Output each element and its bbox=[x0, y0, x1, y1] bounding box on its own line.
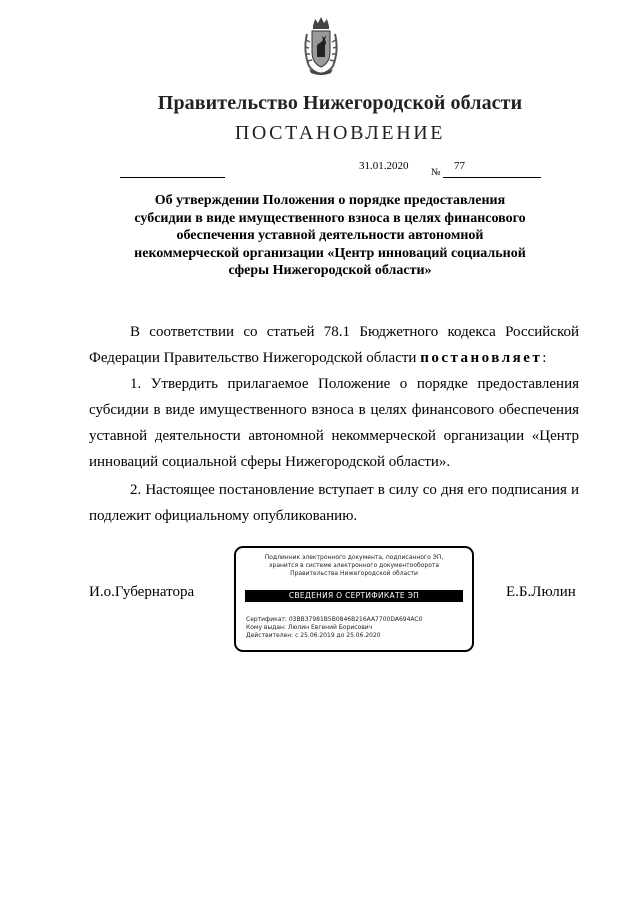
document-date: 31.01.2020 bbox=[359, 160, 409, 172]
stamp-intro bbox=[236, 554, 472, 578]
preamble-colon: : bbox=[542, 350, 547, 366]
document-heading bbox=[100, 192, 560, 280]
document-number: 77 bbox=[454, 160, 465, 172]
signer-name: Е.Б.Люлин bbox=[506, 584, 576, 600]
stamp-certificate-header: СВЕДЕНИЯ О СЕРТИФИКАТЕ ЭП bbox=[245, 590, 463, 602]
stamp-intro-line: хранится в системе электронного документооборота bbox=[268, 562, 440, 569]
document-number-label: № bbox=[431, 167, 441, 178]
preamble-text: В соответствии со статьей 78.1 Бюджетного кодекса Российской Федерации Правительство Нижегородской области bbox=[89, 324, 579, 366]
heading-line: некоммерческой организации «Центр инноваций социальной bbox=[134, 245, 526, 261]
number-line-right bbox=[443, 177, 541, 178]
stamp-validity: Действителен: с 25.06.2019 до 25.06.2020 bbox=[246, 632, 381, 639]
stamp-issued-to: Кому выдан: Люлин Евгений Борисович bbox=[246, 624, 373, 631]
stamp-details bbox=[246, 616, 466, 640]
clause-2-paragraph: 2. Настоящее постановление вступает в силу со дня его подписания и подлежит официальному опубликованию. bbox=[89, 482, 579, 524]
e-signature-stamp bbox=[234, 546, 474, 652]
heading-line: обеспечения уставной деятельности автономной bbox=[176, 228, 484, 243]
heading-line: Об утверждении Положения о порядке предоставления bbox=[154, 193, 506, 208]
organization-title: Правительство Нижегородской области bbox=[157, 92, 523, 114]
stamp-intro-line: Подлинник электронного документа, подписанного ЭП, bbox=[264, 554, 444, 561]
signer-title: И.о.Губернатора bbox=[89, 584, 195, 600]
date-line-left bbox=[120, 177, 225, 178]
stamp-intro-line: Правительства Нижегородской области bbox=[290, 570, 418, 577]
heading-line: сферы Нижегородской области» bbox=[228, 263, 432, 278]
document-type: ПОСТАНОВЛЕНИЕ bbox=[234, 122, 446, 144]
stamp-certificate-id: Сертификат: 03BB37981B5B0846B216AA7700DA694AC0 bbox=[246, 616, 423, 623]
clause-1-paragraph: 1. Утвердить прилагаемое Положение о порядке предоставления субсидии в виде имущественного взноса в целях финансового обеспечения уставной деятельности автономной некоммерческой организации «Центр инноваций социальной сферы Нижегородской области». bbox=[89, 376, 579, 470]
resolves-word: постановляет bbox=[420, 350, 543, 366]
heading-line: субсидии в виде имущественного взноса в целях финансового bbox=[134, 210, 526, 226]
preamble-paragraph bbox=[89, 319, 579, 371]
coat-of-arms-icon bbox=[301, 16, 341, 76]
